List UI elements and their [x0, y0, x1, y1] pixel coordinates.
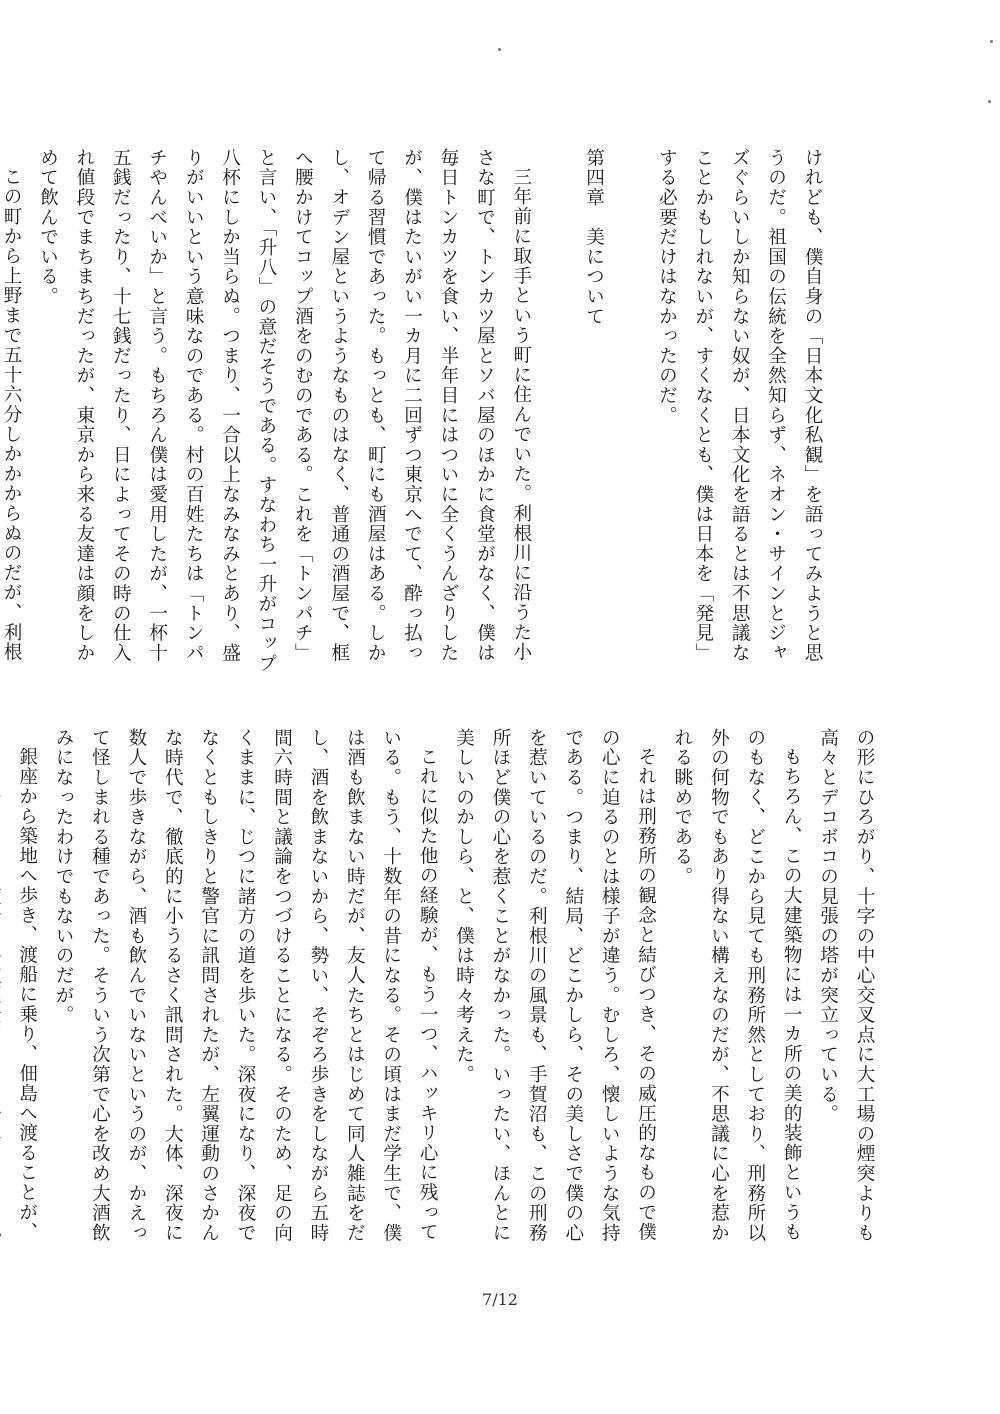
scan-speck — [990, 40, 993, 43]
paragraph: それは刑務所の観念と結びつき、その威圧的なもので僕の心に迫るのとは様子が違う。むしろ、懐しいような気持である。つまり、結局、どこかしら、その美しさで僕の心を惹いているのだ。利根川の風景も、手賀沼も、この刑務所ほど僕の心を惹くことがなかった。いったい、ほんとに美しいのかしら、と、僕は時々考えた。 — [453, 728, 657, 1243]
chapter-heading: 第四章 美について — [583, 148, 605, 327]
scan-speck — [498, 48, 501, 51]
upper-text-block — [1, 148, 830, 678]
paragraph-continued: の形にひろがり、十字の中心交叉点に大工場の煙突よりも高々とデコボコの見張の塔が突立っている。 — [817, 728, 875, 1243]
paragraph: これに似た他の経験が、もう一つ、ハッキリ心に残っている。もう、十数年の昔になる。その頃はまだ学生で、僕は酒も飲まない時だが、友人たちとはじめて同人雑誌をだし、酒を飲まないから、勢い、そぞろ歩きをしながら五時間六時間と議論をつづけることになる。そのため、足の向くままに、じつに諸方の道を歩いた。深夜になり、深夜でなくともしきりと警官に訊問されたが、左翼運動のさかんな時代で、徹底的に小うるさく訊問された。大体、深夜に数人で歩きながら、酒も飲んでいないというのが、かえって怪しまれる種であった。そういう次第で心を改め大酒飲みになったわけでもないのだが。 — [53, 728, 439, 1243]
blank-line — [539, 148, 575, 678]
paragraph: もちろん、この大建築物には一カ所の美的装飾というものもなく、どこから見ても刑務所然としており、刑務所以外の何物でもあり得ない構えなのだが、不思議に心を惹かれる眺めである。 — [671, 728, 803, 1243]
blank-line — [612, 148, 648, 678]
page-number: 7/12 — [482, 1290, 518, 1309]
scan-speck — [988, 100, 991, 103]
paragraph: 三年前に取手という町に住んでいた。利根川に沿うた小さな町で、トンカツ屋とソバ屋のほかに食堂がなく、僕は毎日トンカツを食い、半年目にはついに全くうんざりしたが、僕はたいがい一カ月に二回ずつ東京へでて、酔っ払って帰る習慣であった。もっとも、町にも酒屋はある。しかし、オデン屋というようなものはなく、普通の酒屋で、框へ腰かけてコップ酒をのむのである。これを「トンパチ」と言い、「升八」の意だそうである。すなわち一升がコップ八杯にしか当らぬ。つまり、一合以上なみなみとあり、盛りがいいという意味なのである。村の百姓たちは「トンパチやんべいか」と言う。もちろん僕は愛用したが、一杯十五銭だったり、十七銭だったり、日によってその時の仕入れ値段でまちまちだったが、東京から来る友達は顔をしかめて飲んでいる。 — [37, 148, 532, 674]
paragraph: 銀座から築地へ歩き、渡船に乗り、佃島へ渡ることが、 — [16, 746, 38, 1242]
lower-text-block — [16, 728, 882, 1258]
paragraph: この町から上野まで五十六分しかかからぬのだが、利根 — [1, 166, 23, 662]
paragraph: けれども、僕自身の「日本文化私観」を語ってみようと思うのだ。祖国の伝統を全然知らず、ネオン・サインとジャズぐらいしか知らない奴が、日本文化を語るとは不思議なことかもしれないが、すくなくとも、僕は日本を「発見」する必要だけはなかったのだ。 — [656, 148, 823, 663]
